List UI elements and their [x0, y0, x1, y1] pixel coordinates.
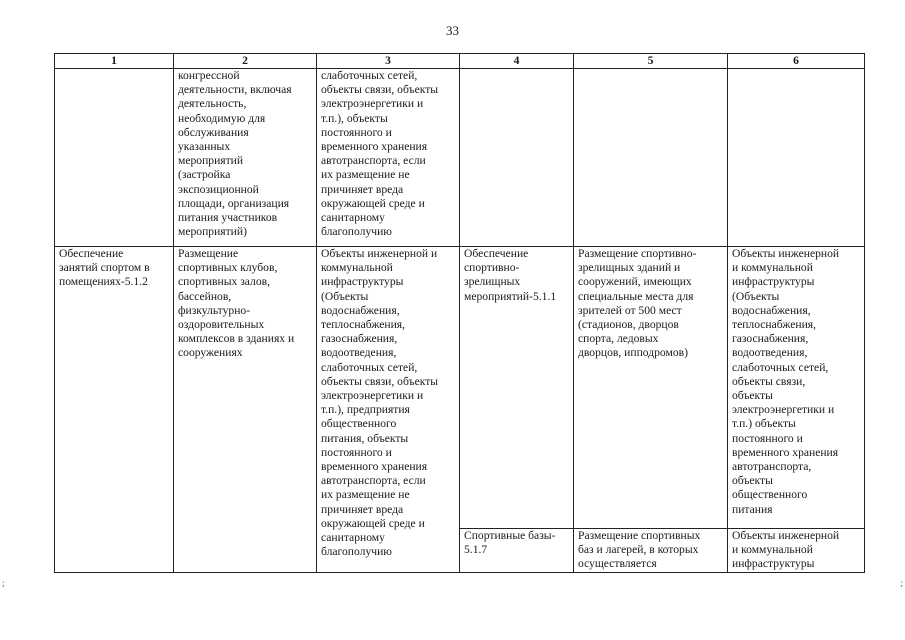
- table-cell: Объекты инженерной и коммунальной инфраструктуры (Объекты водоснабжения, теплоснабжения, газоснабжения, водоотведения, слаботочных сетей, объекты связи, объекты электроэнергетики и т.п.) объекты постоянного и временного хранения автотранспорта, объекты общественного питания: [728, 247, 865, 529]
- table-cell: Объекты инженерной и коммунальной инфраструктуры: [728, 529, 865, 573]
- left-edge-mark: ;: [2, 578, 5, 588]
- table-row: [55, 69, 865, 247]
- right-edge-mark: ;: [900, 578, 903, 588]
- table-cell: Размещение спортивных баз и лагерей, в которых осуществляется: [574, 529, 728, 573]
- table-row: [55, 247, 865, 529]
- table-cell: [55, 69, 174, 247]
- column-header: 2: [174, 54, 317, 69]
- table-cell: [728, 69, 865, 247]
- land-use-table: [54, 53, 865, 573]
- table-header-row: [55, 54, 865, 69]
- page-number: 33: [446, 23, 459, 38]
- table-cell: Объекты инженерной и коммунальной инфраструктуры (Объекты водоснабжения, теплоснабжения, газоснабжения, водоотведения, слаботочных сетей, объекты связи, объекты электроэнергетики и т.п.), предприятия общественного питания, объекты постоянного и временного хранения автотранспорта, если их размещение не причиняет вреда окружающей среде и санитарному благополучию: [317, 247, 460, 573]
- table-cell: [574, 69, 728, 247]
- table-cell: Размещение спортивно- зрелищных зданий и сооружений, имеющих специальные места для зрителей от 500 мест (стадионов, дворцов спорта, ледовых дворцов, ипподромов): [574, 247, 728, 529]
- table-cell: конгрессной деятельности, включая деятельность, необходимую для обслуживания указанных мероприятий (застройка экспозиционной площади, организация питания участников мероприятий): [174, 69, 317, 247]
- table-cell: Обеспечение занятий спортом в помещениях-5.1.2: [55, 247, 174, 573]
- table-cell: слаботочных сетей, объекты связи, объекты электроэнергетики и т.п.), объекты постоянного и временного хранения автотранспорта, если их размещение не причиняет вреда окружающей среде и санитарному благополучию: [317, 69, 460, 247]
- column-header: 3: [317, 54, 460, 69]
- table-cell: Обеспечение спортивно- зрелищных мероприятий-5.1.1: [460, 247, 574, 529]
- table-cell: [460, 69, 574, 247]
- column-header: 6: [728, 54, 865, 69]
- column-header: 4: [460, 54, 574, 69]
- column-header: 5: [574, 54, 728, 69]
- column-header: 1: [55, 54, 174, 69]
- table-cell: Размещение спортивных клубов, спортивных залов, бассейнов, физкультурно- оздоровительных комплексов в зданиях и сооружениях: [174, 247, 317, 573]
- table-cell: Спортивные базы- 5.1.7: [460, 529, 574, 573]
